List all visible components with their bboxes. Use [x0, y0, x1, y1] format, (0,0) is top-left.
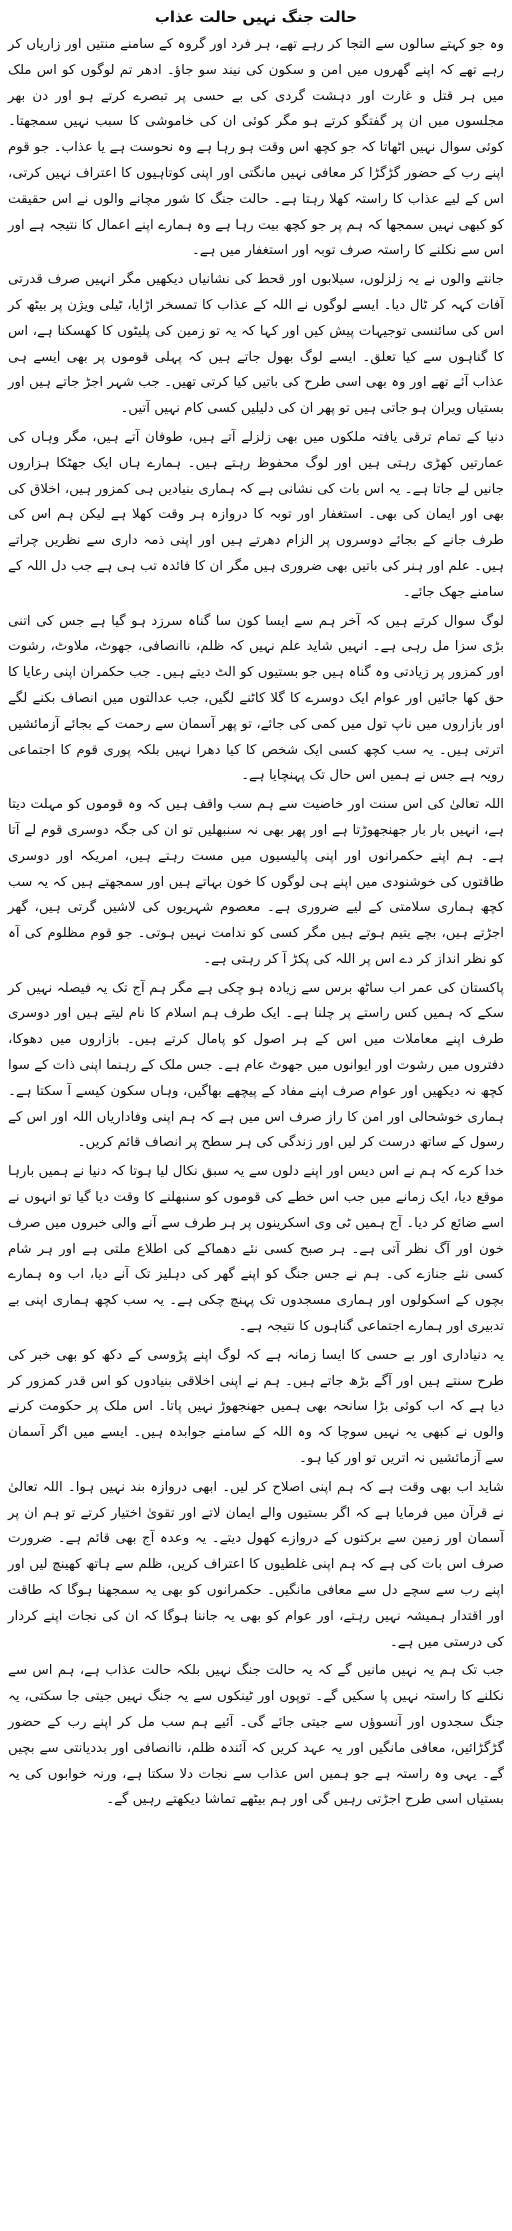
article-paragraph: وہ جو کہتے سالوں سے التجا کر رہے تھے، ہر فرد اور گروہ کے سامنے منتیں اور زاریاں کر رہے تھے کہ اپنے گھروں میں امن و سکون کی نیند سو جاؤ۔ ادھر تم لوگوں کو اس ملک میں ہر قتل و غارت اور دہشت گردی کی بے حسی پر تبصرے کرتے ہو اور دن بھر مجلسوں میں ان پر گفتگو کرتے ہو مگر کوئی ان کی خاموشی کا سبب نہیں سمجھتا۔ کوئی سوال نہیں اٹھاتا کہ جو کچھ اس وقت ہو رہا ہے وہ نحوست ہے یا عذاب۔ جو قوم اپنے رب کے حضور گڑگڑا کر معافی نہیں مانگتی اور اپنی کوتاہیوں کا اعتراف نہیں کرتی، اس کے لیے عذاب کا راستہ کھلا رہتا ہے۔ حالت جنگ کا شور مچانے والوں نے اس حقیقت کو کبھی نہیں سمجھا کہ ہم پر جو کچھ بیت رہا ہے وہ ہمارے اپنے اعمال کا نتیجہ ہے اور اس سے نکلنے کا راستہ صرف توبہ اور استغفار میں ہے۔ [8, 37, 504, 259]
article-paragraph: جب تک ہم یہ نہیں مانیں گے کہ یہ حالت جنگ نہیں بلکہ حالت عذاب ہے، ہم اس سے نکلنے کا راستہ نہیں پا سکیں گے۔ توپوں اور ٹینکوں سے یہ جنگ نہیں جیتی جا سکتی، یہ جنگ سجدوں اور آنسوؤں سے جیتی جائے گی۔ آئیے ہم سب مل کر اپنے رب کے حضور گڑگڑائیں، معافی مانگیں اور یہ عہد کریں کہ آئندہ ظلم، ناانصافی اور بددیانتی سے بچیں گے۔ یہی وہ راستہ ہے جو ہمیں اس عذاب سے نجات دلا سکتا ہے، ورنہ خوابوں کی یہ بستیاں اسی طرح اجڑتی رہیں گی اور ہم بیٹھے تماشا دیکھتے رہیں گے۔ [8, 1663, 504, 1808]
article-paragraph: جانتے والوں نے یہ زلزلوں، سیلابوں اور قحط کی نشانیاں دیکھیں مگر انہیں صرف قدرتی آفات کہہ کر ٹال دیا۔ ایسے لوگوں نے اللہ کے عذاب کا تمسخر اڑایا، ٹیلی ویژن پر بیٹھ کر اس کی سائنسی توجیہات پیش کیں اور کہا کہ یہ تو زمین کی پلیٹوں کا کھسکنا ہے، اس کا گناہوں سے کیا تعلق۔ ایسے لوگ بھول جاتے ہیں کہ پہلی قوموں پر بھی ایسے ہی عذاب آئے تھے اور وہ بھی اسی طرح کی باتیں کیا کرتی تھیں۔ جب شہر اجڑ جاتے ہیں اور بستیاں ویران ہو جاتی ہیں تو پھر ان کی دلیلیں کسی کام نہیں آتیں۔ [8, 272, 504, 417]
article-paragraph: پاکستان کی عمر اب ساٹھ برس سے زیادہ ہو چکی ہے مگر ہم آج تک یہ فیصلہ نہیں کر سکے کہ ہمیں کس راستے پر چلنا ہے۔ ایک طرف ہم اسلام کا نام لیتے ہیں اور دوسری طرف اپنے معاملات میں اس کے ہر اصول کو پامال کرتے ہیں۔ بازاروں میں دھوکا، دفتروں میں رشوت اور ایوانوں میں جھوٹ عام ہے۔ جس ملک کے رہنما اپنی ذات کے سوا کچھ نہ دیکھیں اور عوام صرف اپنے مفاد کے پیچھے بھاگیں، وہاں سکون کیسے آ سکتا ہے۔ ہماری خوشحالی اور امن کا راز صرف اس میں ہے کہ ہم اپنی وفاداریاں اللہ اور اس کے رسول کے ساتھ درست کر لیں اور زندگی کی ہر سطح پر انصاف قائم کریں۔ [8, 980, 504, 1151]
article-paragraph: دنیا کے تمام ترقی یافتہ ملکوں میں بھی زلزلے آتے ہیں، طوفان آتے ہیں، مگر وہاں کی عمارتیں کھڑی رہتی ہیں اور لوگ محفوظ رہتے ہیں۔ ہمارے ہاں ایک جھٹکا ہزاروں جانیں لے جاتا ہے۔ یہ اس بات کی نشانی ہے کہ ہماری بنیادیں ہی کمزور ہیں، اخلاق کی بھی اور ایمان کی بھی۔ استغفار اور توبہ کا دروازہ ہر وقت کھلا ہے لیکن ہم اس کی طرف جانے کے بجائے دوسروں پر الزام دھرتے ہیں اور اپنی ذمہ داری سے نظریں چراتے ہیں۔ علم اور ہنر کی باتیں بھی ضروری ہیں مگر ان کا فائدہ تب ہی ہے جب دل اللہ کے سامنے جھک جائے۔ [8, 429, 504, 600]
article-headline: حالت جنگ نہیں حالت عذاب [154, 8, 358, 26]
article-paragraph: یہ دنیاداری اور بے حسی کا ایسا زمانہ ہے کہ لوگ اپنے پڑوسی کے دکھ کو بھی خبر کی طرح سنتے ہیں اور آگے بڑھ جاتے ہیں۔ ہم نے اپنی اخلاقی بنیادوں کو اس قدر کمزور کر دیا ہے کہ اب کوئی بڑا سانحہ بھی ہمیں جھنجھوڑ نہیں پاتا۔ اس ملک پر حکومت کرنے والوں نے کبھی یہ نہیں سوچا کہ وہ اللہ کے سامنے جوابدہ ہیں۔ ایسے میں اگر آسمان سے آزمائشیں نہ اتریں تو اور کیا ہو۔ [8, 1347, 504, 1467]
article-paragraph: خدا کرے کہ ہم نے اس دیس اور اپنے دلوں سے یہ سبق نکال لیا ہوتا کہ دنیا نے ہمیں بارہا موقع دیا، ایک زمانے میں جب اس خطے کی قوموں کو سنبھلنے کا وقت دیا گیا تو انہوں نے اسے ضائع کر دیا۔ آج ہمیں ٹی وی اسکرینوں پر ہر طرف سے آنے والی خبروں میں صرف خون اور آگ نظر آتی ہے۔ ہر صبح کسی نئے دھماکے کی اطلاع ملتی ہے اور ہر شام کسی نئے جنازے کی۔ ہم نے جس جنگ کو اپنے گھر کی دہلیز تک آنے دیا، اب وہ ہمارے بچوں کے اسکولوں اور ہماری مسجدوں تک پہنچ چکی ہے۔ یہ سب کچھ ہماری اپنی بے تدبیری اور ہمارے اجتماعی گناہوں کا نتیجہ ہے۔ [8, 1164, 504, 1335]
article-paragraph: لوگ سوال کرتے ہیں کہ آخر ہم سے ایسا کون سا گناہ سرزد ہو گیا ہے جس کی اتنی بڑی سزا مل رہی ہے۔ انہیں شاید علم نہیں کہ ظلم، ناانصافی، جھوٹ، ملاوٹ، رشوت اور کمزور پر زیادتی وہ گناہ ہیں جو بستیوں کو الٹ دیتے ہیں۔ جب حکمران اپنی رعایا کا حق کھا جائیں اور عوام ایک دوسرے کا گلا کاٹنے لگیں، جب عدالتوں میں انصاف بکنے لگے اور بازاروں میں ناپ تول میں کمی کی جائے، تو پھر آسمان سے رحمت کے بجائے آزمائشیں اترتی ہیں۔ یہ سب کچھ کسی ایک شخص کا کیا دھرا نہیں بلکہ پوری قوم کا اجتماعی رویہ ہے جس نے ہمیں اس حال تک پہنچایا ہے۔ [8, 613, 504, 784]
article-body [8, 32, 504, 1813]
article-paragraph: شاید اب بھی وقت ہے کہ ہم اپنی اصلاح کر لیں۔ ابھی دروازہ بند نہیں ہوا۔ اللہ تعالیٰ نے قرآن میں فرمایا ہے کہ اگر بستیوں والے ایمان لاتے اور تقویٰ اختیار کرتے تو ہم ان پر آسمان اور زمین سے برکتوں کے دروازے کھول دیتے۔ یہ وعدہ آج بھی قائم ہے۔ ضرورت صرف اس بات کی ہے کہ ہم اپنی غلطیوں کا اعتراف کریں، ظلم سے ہاتھ کھینچ لیں اور اپنے رب سے سچے دل سے معافی مانگیں۔ حکمرانوں کو بھی یہ سمجھنا ہوگا کہ طاقت اور اقتدار ہمیشہ نہیں رہتے، اور عوام کو بھی یہ جاننا ہوگا کہ ان کی نجات اپنے کردار کی درستی میں ہے۔ [8, 1479, 504, 1650]
article-paragraph: اللہ تعالیٰ کی اس سنت اور خاصیت سے ہم سب واقف ہیں کہ وہ قوموں کو مہلت دیتا ہے، انہیں بار بار جھنجھوڑتا ہے اور پھر بھی نہ سنبھلیں تو ان کی جگہ دوسری قوم لے آتا ہے۔ ہم اپنے حکمرانوں اور اپنی پالیسیوں میں مست رہتے ہیں، امریکہ اور دوسری طاقتوں کی خوشنودی میں اپنے ہی لوگوں کا خون بہاتے ہیں اور سمجھتے ہیں کہ یہ سب کچھ ہماری سلامتی کے لیے ضروری ہے۔ معصوم شہریوں کی لاشیں گرتی ہیں، گھر اجڑتے ہیں، بچے یتیم ہوتے ہیں مگر کسی کو ندامت نہیں ہوتی۔ جو قوم مظلوم کی آہ کو نظر انداز کر دے اس پر اللہ کی پکڑ آ کر رہتی ہے۔ [8, 797, 504, 967]
